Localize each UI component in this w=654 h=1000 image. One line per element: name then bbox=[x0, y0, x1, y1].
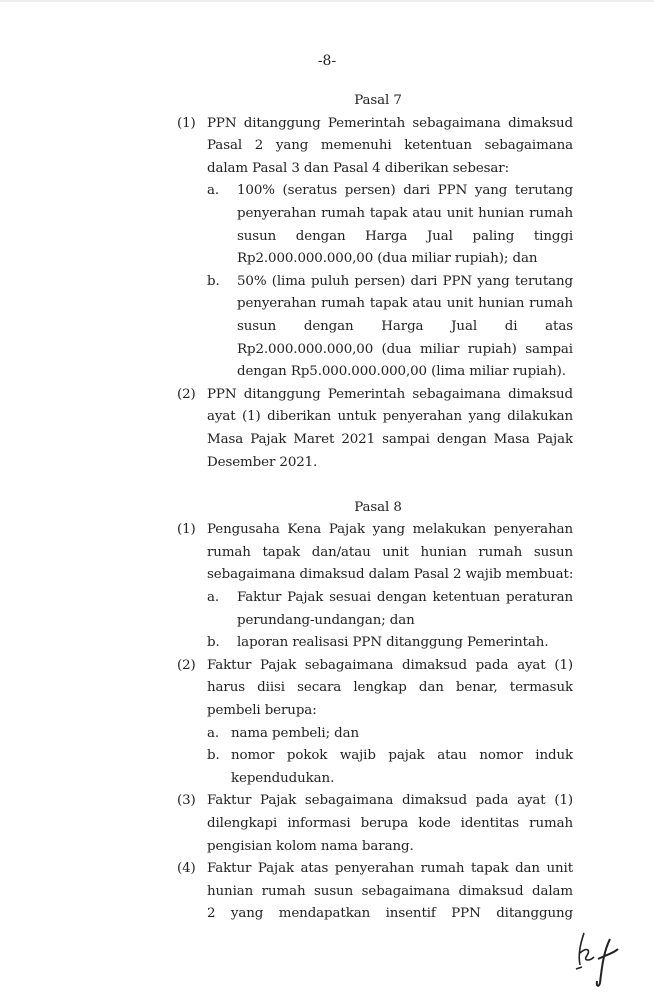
text-line: Faktur Pajak sebagaimana dimaksud pada ayat (1) bbox=[207, 793, 573, 809]
section-heading: Pasal 8 bbox=[354, 499, 402, 515]
text-line: Faktur Pajak sesuai dengan ketentuan peraturan bbox=[237, 590, 573, 606]
text-line: Pasal 2 yang memenuhi ketentuan sebagaimana bbox=[207, 138, 573, 154]
signature-initials bbox=[570, 925, 630, 990]
text-line: nama pembeli; dan bbox=[231, 725, 360, 741]
text-line: penyerahan rumah tapak atau unit hunian rumah bbox=[237, 205, 573, 221]
text-line: Faktur Pajak atas penyerahan rumah tapak dan unit bbox=[207, 861, 573, 877]
sub-paragraph bbox=[0, 587, 654, 632]
text-line: dilengkapi informasi berupa kode identitas rumah bbox=[207, 816, 573, 831]
text-line: Desember 2021. bbox=[207, 454, 318, 470]
page-number bbox=[0, 53, 654, 69]
text-line: pengisian kolom nama barang. bbox=[207, 838, 414, 854]
item-marker: a. bbox=[207, 725, 220, 741]
sub-paragraph bbox=[0, 723, 654, 746]
sub-paragraph bbox=[0, 180, 654, 270]
text-line: 50% (lima puluh persen) dari PPN yang terutang bbox=[237, 273, 573, 289]
section-pasal bbox=[0, 497, 654, 926]
text-line: laporan realisasi PPN ditanggung Pemerintah. bbox=[237, 635, 549, 651]
page-edge bbox=[0, 0, 654, 2]
text-line: PPN ditanggung Pemerintah sebagaimana dimaksud bbox=[207, 115, 573, 131]
text-line: dalam Pasal 3 dan Pasal 4 diberikan sebesar: bbox=[207, 160, 510, 176]
document-body bbox=[0, 90, 654, 926]
item-marker: (1) bbox=[177, 115, 196, 131]
text-line: Pengusaha Kena Pajak yang melakukan penyerahan bbox=[207, 522, 573, 538]
section-gap bbox=[0, 474, 654, 497]
sub-paragraph bbox=[0, 632, 654, 655]
text-line: nomor pokok wajib pajak atau nomor induk bbox=[231, 748, 573, 764]
item-marker: (2) bbox=[177, 657, 196, 673]
sub-paragraph bbox=[0, 745, 654, 790]
text-line: Masa Pajak Maret 2021 sampai dengan Masa Pajak bbox=[207, 431, 573, 447]
item-marker: b. bbox=[207, 748, 220, 764]
numbered-paragraph bbox=[0, 113, 654, 181]
text-line: rumah tapak dan/atau unit hunian rumah susun bbox=[207, 544, 573, 560]
numbered-paragraph bbox=[0, 519, 654, 587]
numbered-paragraph bbox=[0, 655, 654, 723]
text-line: 2 yang mendapatkan insentif PPN ditanggung bbox=[207, 906, 573, 922]
text-line: penyerahan rumah tapak atau unit hunian rumah bbox=[237, 296, 573, 312]
text-line: Faktur Pajak sebagaimana dimaksud pada ayat (1) bbox=[207, 657, 573, 673]
item-marker: (1) bbox=[177, 522, 196, 538]
item-marker: a. bbox=[207, 183, 220, 199]
item-marker: (2) bbox=[177, 386, 196, 402]
text-line: 100% (seratus persen) dari PPN yang terutang bbox=[237, 183, 573, 199]
text-line: harus diisi secara lengkap dan benar, termasuk bbox=[207, 680, 573, 696]
text-line: dengan Rp5.000.000.000,00 (lima miliar rupiah). bbox=[237, 364, 566, 380]
text-line: PPN ditanggung Pemerintah sebagaimana dimaksud bbox=[207, 386, 573, 402]
numbered-paragraph bbox=[0, 858, 654, 926]
section-heading: Pasal 7 bbox=[354, 93, 402, 108]
numbered-paragraph bbox=[0, 384, 654, 474]
text-line: hunian rumah susun sebagaimana dimaksud dalam bbox=[207, 883, 573, 899]
item-marker: (4) bbox=[177, 861, 196, 877]
text-line: pembeli berupa: bbox=[207, 703, 317, 719]
text-line: susun dengan Harga Jual di atas bbox=[237, 318, 573, 334]
text-line: sebagaimana dimaksud dalam Pasal 2 wajib membuat: bbox=[207, 567, 574, 583]
text-line: perundang-undangan; dan bbox=[237, 612, 415, 628]
item-marker: (3) bbox=[177, 793, 196, 809]
numbered-paragraph bbox=[0, 790, 654, 858]
sub-paragraph bbox=[0, 271, 654, 384]
section-pasal bbox=[0, 90, 654, 474]
text-line: susun dengan Harga Jual paling tinggi bbox=[237, 228, 573, 244]
item-marker: b. bbox=[207, 635, 220, 651]
text-line: ayat (1) diberikan untuk penyerahan yang dilakukan bbox=[207, 409, 573, 425]
item-marker: a. bbox=[207, 590, 220, 606]
text-line: kependudukan. bbox=[231, 770, 335, 786]
page-number-text: -8- bbox=[317, 53, 337, 69]
text-line: Rp2.000.000.000,00 (dua miliar rupiah); dan bbox=[237, 251, 538, 267]
text-line: Rp2.000.000.000,00 (dua miliar rupiah) sampai bbox=[237, 341, 573, 357]
item-marker: b. bbox=[207, 273, 220, 289]
